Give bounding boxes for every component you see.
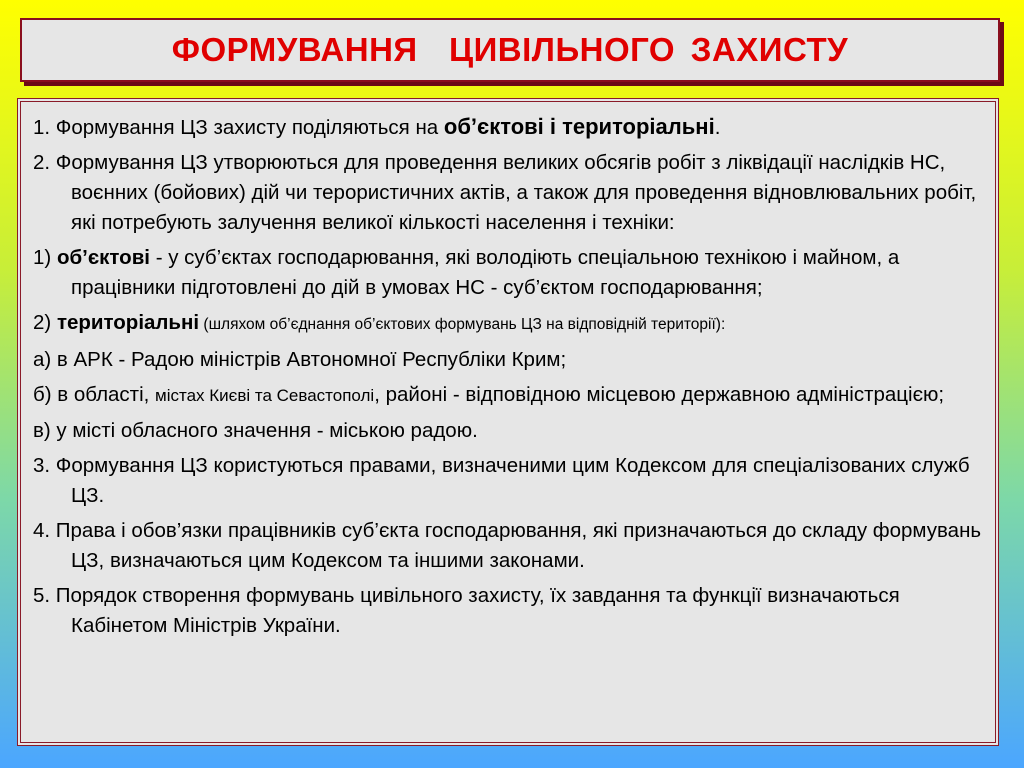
paragraph-4-prefix: 2) (33, 311, 57, 334)
paragraph-10-text: 5. Порядок створення формувань цивільного захисту, їх завдання та функції визначаються Кабінетом Міністрів України. (33, 584, 900, 637)
slide-title: ФОРМУВАННЯ ЦИВІЛЬНОГО ЗАХИСТУ (171, 31, 849, 68)
paragraph-4-bold: територіальні (56, 311, 200, 334)
paragraph-8-text: 3. Формування ЦЗ користуються правами, визначеними цим Кодексом для спеціалізованих служб ЦЗ. (33, 454, 970, 507)
paragraph-4-note: (шляхом об’єднання об’єктових формувань ЦЗ на відповідній території): (199, 316, 726, 333)
paragraph-1 (33, 112, 983, 143)
paragraph-6-prefix: б) в області, (33, 383, 156, 406)
paragraph-4 (33, 308, 983, 340)
paragraph-5 (33, 345, 983, 375)
paragraph-9-text: 4. Права і обов’язки працівників суб’єкта господарювання, які призначаються до складу формувань ЦЗ, визначаються цим Кодексом та іншими законами. (33, 519, 982, 572)
paragraph-1-bold: об’єктові і територіальні (443, 114, 715, 139)
paragraph-7 (33, 416, 983, 446)
content-body (21, 102, 995, 641)
title-box (20, 18, 1000, 82)
paragraph-1-text: 1. Формування ЦЗ захисту поділяються на (33, 116, 444, 139)
content-panel (17, 98, 999, 746)
paragraph-2-text: 2. Формування ЦЗ утворюються для проведення великих обсягів робіт з ліквідації наслідків НС, воєнних (бойових) дій чи терористичних актів, а також для проведення відновлювальних робіт, які потребують залучення великої кількості населення і техніки: (33, 151, 977, 234)
paragraph-1-end: . (714, 116, 721, 139)
paragraph-6-small: містах Києві та Севастополі (155, 386, 375, 405)
paragraph-3-prefix: 1) (33, 246, 57, 269)
paragraph-6 (33, 380, 983, 411)
paragraph-9 (33, 516, 983, 576)
paragraph-7-text: в) у місті обласного значення - міською радою. (33, 419, 478, 442)
paragraph-10 (33, 581, 983, 641)
paragraph-3-text: - у суб’єктах господарювання, які володіють спеціальною технікою і майном, а працівники підготовлені до дій в умовах НС - суб’єктом господарювання; (71, 246, 900, 299)
paragraph-3 (33, 243, 983, 303)
paragraph-6-text: , районі - відповідною місцевою державною адміністрацією; (374, 383, 945, 406)
paragraph-3-bold: об’єктові (56, 246, 150, 269)
paragraph-2 (33, 148, 983, 238)
paragraph-5-text: а) в АРК - Радою міністрів Автономної Республіки Крим; (33, 348, 567, 371)
paragraph-8 (33, 451, 983, 511)
